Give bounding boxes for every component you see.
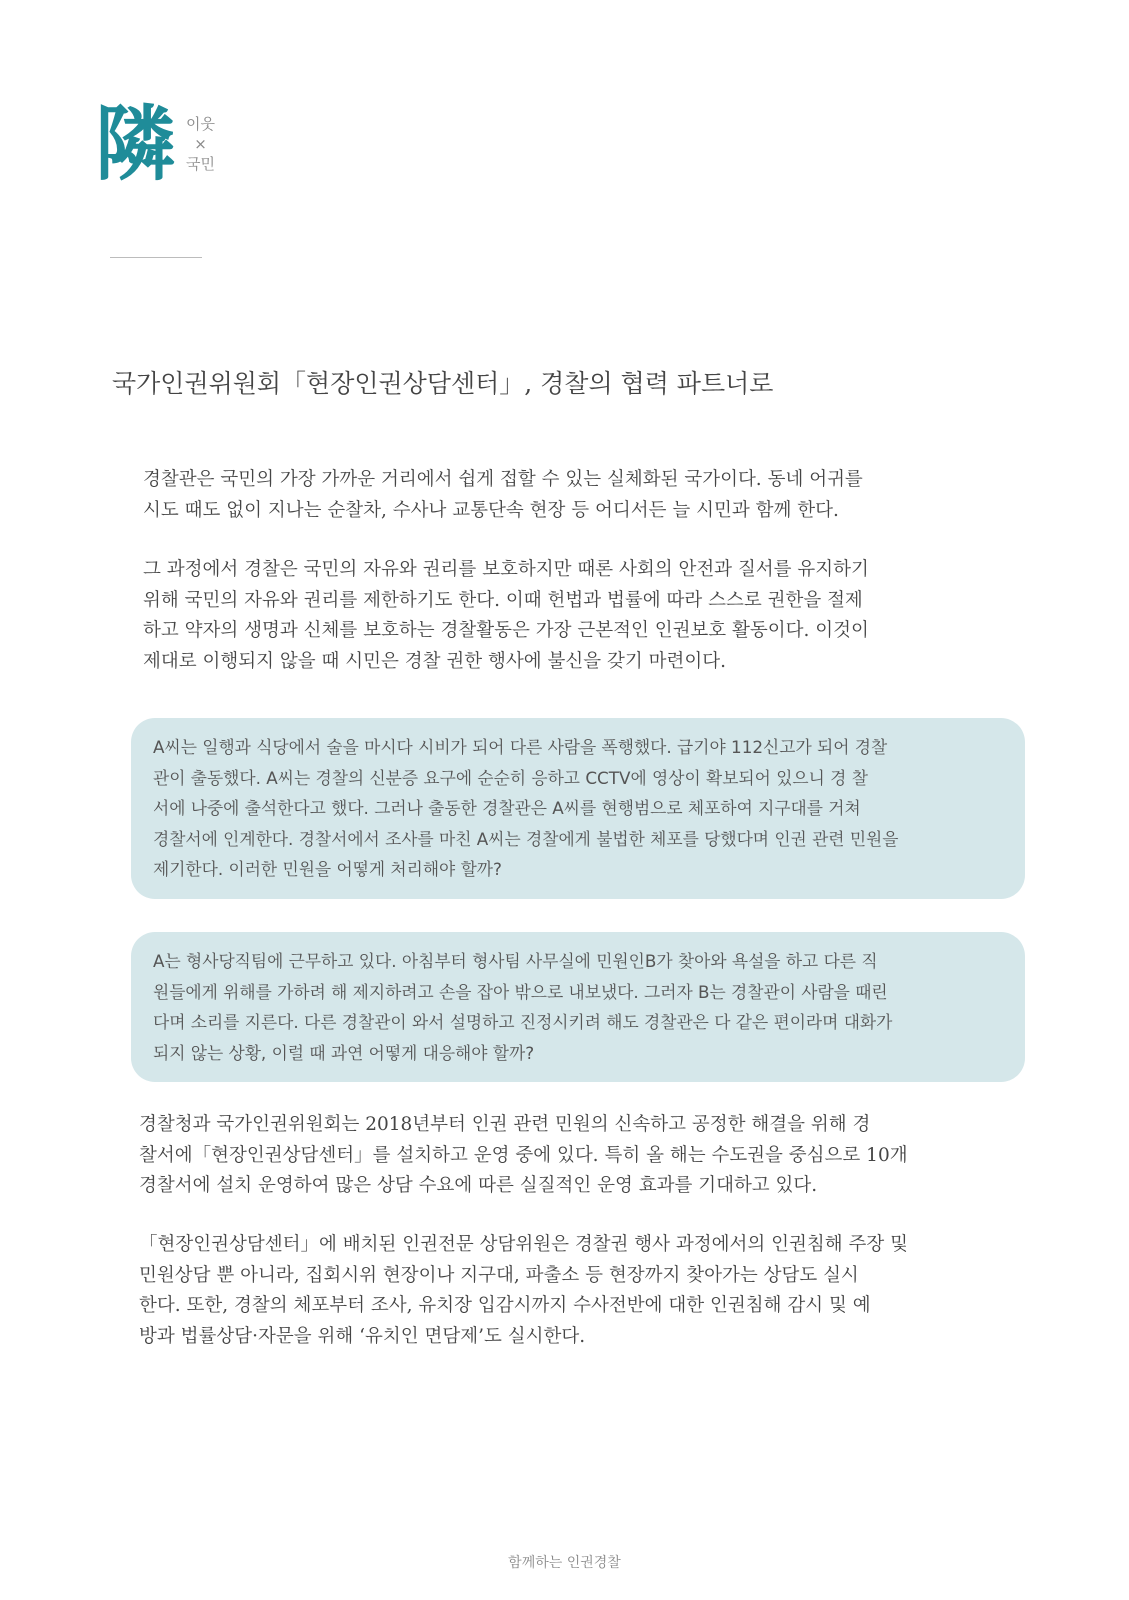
- paragraph-line: 방과 법률상담·자문을 위해 ‘유치인 면담제’도 실시한다.: [139, 1325, 586, 1347]
- paragraph-line: 경찰관은 국민의 가장 가까운 거리에서 쉽게 접할 수 있는 실체화된 국가이다. 동네 어귀를: [143, 469, 863, 490]
- logo-hanja: 隣: [94, 96, 177, 192]
- paragraph-line: 찰서에「현장인권상담센터」를 설치하고 운영 중에 있다. 특히 올 해는 수도권을 중심으로 10개: [139, 1144, 908, 1166]
- paragraph-line: 한다. 또한, 경찰의 체포부터 조사, 유치장 입감시까지 수사전반에 대한 인권침해 감시 및 예: [139, 1295, 871, 1316]
- logo-caption: [186, 114, 215, 174]
- paragraph-line: 시도 때도 없이 지나는 순찰차, 수사나 교통단속 현장 등 어디서든 늘 시민과 함께 한다.: [143, 499, 839, 521]
- paragraph-line: 민원상담 뿐 아니라, 집회시위 현장이나 지구대, 파출소 등 현장까지 찾아가는 상담도 실시: [139, 1264, 859, 1286]
- paragraph-line: 경찰서에 설치 운영하여 많은 상담 수요에 따른 실질적인 운영 효과를 기대하고 있다.: [139, 1175, 818, 1196]
- page-footer: 함께하는 인권경찰: [508, 1555, 621, 1571]
- paragraph-intro: [143, 465, 863, 526]
- case-line: 제기한다. 이러한 민원을 어떻게 처리해야 할까?: [153, 859, 502, 879]
- case-line: 경찰서에 인계한다. 경찰서에서 조사를 마친 A씨는 경찰에게 불법한 체포를 당했다며 인권 관련 민원을: [153, 828, 899, 849]
- case-box-1: [131, 718, 1025, 899]
- paragraph-counselors: [139, 1230, 908, 1352]
- logo-caption-top: 이웃: [186, 115, 215, 133]
- paragraph-line: 경찰청과 국가인권위원회는 2018년부터 인권 관련 민원의 신속하고 공정한 해결을 위해 경: [139, 1114, 871, 1135]
- case-line: 관이 출동했다. A씨는 경찰의 신분증 요구에 순순히 응하고 CCTV에 영상이 확보되어 있으니 경 찰: [153, 767, 868, 788]
- case-box-2: [131, 932, 1025, 1082]
- case-line: 서에 나중에 출석한다고 했다. 그러나 출동한 경찰관은 A씨를 현행범으로 체포하여 지구대를 거쳐: [153, 798, 861, 818]
- paragraph-line: 「현장인권상담센터」에 배치된 인권전문 상담위원은 경찰권 행사 과정에서의 인권침해 주장 및: [139, 1234, 909, 1255]
- page-title: 국가인권위원회「현장인권상담센터」, 경찰의 협력 파트너로: [112, 369, 774, 398]
- paragraph-process: [143, 555, 869, 677]
- case-line: A는 형사당직팀에 근무하고 있다. 아침부터 형사팀 사무실에 민원인B가 찾아와 욕설을 하고 다른 직: [153, 951, 878, 971]
- logo-caption-bottom: 국민: [186, 155, 215, 173]
- case-line: 다며 소리를 지른다. 다른 경찰관이 와서 설명하고 진정시키려 해도 경찰관은 다 같은 편이라며 대화가: [153, 1012, 893, 1032]
- paragraph-line: 하고 약자의 생명과 신체를 보호하는 경찰활동은 가장 근본적인 인권보호 활동이다. 이것이: [143, 620, 869, 641]
- logo: [94, 98, 215, 190]
- case-line: 되지 않는 상황, 이럴 때 과연 어떻게 대응해야 할까?: [153, 1042, 535, 1063]
- paragraph-line: 그 과정에서 경찰은 국민의 자유와 권리를 보호하지만 때론 사회의 안전과 질서를 유지하기: [143, 559, 869, 580]
- paragraph-line: 제대로 이행되지 않을 때 시민은 경찰 권한 행사에 불신을 갖기 마련이다.: [143, 650, 726, 672]
- paragraph-center-intro: [139, 1110, 908, 1202]
- paragraph-line: 위해 국민의 자유와 권리를 제한하기도 한다. 이때 헌법과 법률에 따라 스스로 권한을 절제: [143, 589, 863, 611]
- logo-caption-cross: ×: [194, 135, 207, 153]
- case-line: A씨는 일행과 식당에서 술을 마시다 시비가 되어 다른 사람을 폭행했다. 급기야 112신고가 되어 경찰: [153, 737, 888, 757]
- case-line: 원들에게 위해를 가하려 해 제지하려고 손을 잡아 밖으로 내보냈다. 그러자 B는 경찰관이 사람을 때린: [153, 981, 888, 1002]
- header-divider: [110, 257, 202, 258]
